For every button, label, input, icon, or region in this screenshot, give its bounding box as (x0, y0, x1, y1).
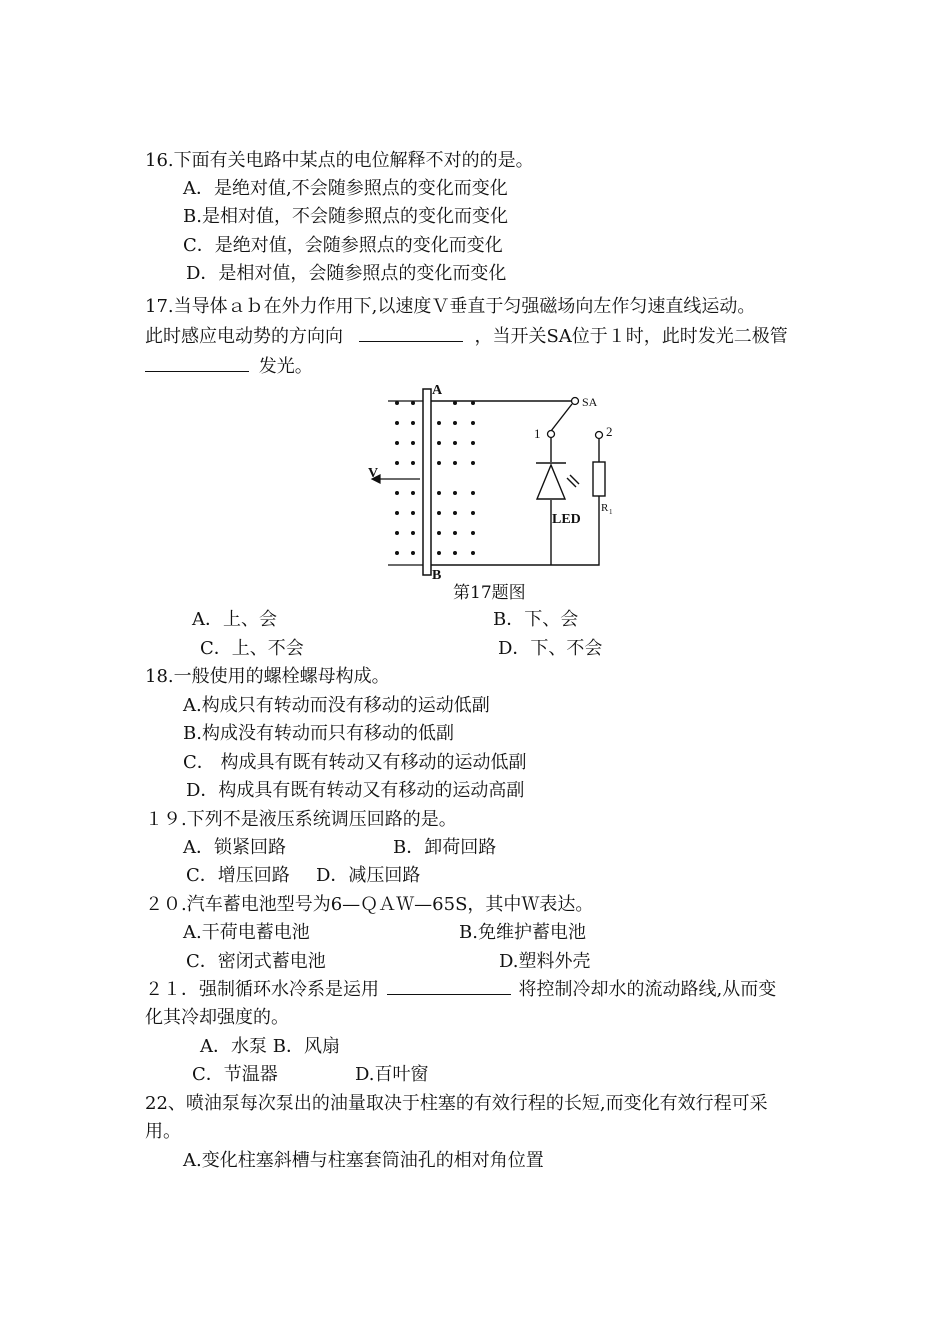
q19-option-c: C．增压回路 (186, 865, 290, 886)
q17-answer-blank-2 (145, 355, 249, 372)
q17-stem-part-c: 发光。 (258, 356, 313, 377)
q21-stem-line2: 化其冷却强度的。 (145, 1007, 289, 1028)
q20-option-c: C．密闭式蓄电池 (186, 951, 326, 972)
led-symbol (536, 463, 579, 499)
q17-answer-blank-1 (359, 325, 463, 342)
q21-option-d: D.百叶窗 (355, 1064, 429, 1085)
q22-option-a: A.变化柱塞斜槽与柱塞套筒油孔的相对角位置 (183, 1150, 544, 1171)
velocity-arrow (372, 475, 420, 483)
q22-stem-line1: 22、喷油泵每次泵出的油量取决于柱塞的有效行程的长短,而变化有效行程可采 (145, 1093, 768, 1114)
q20-stem: ２０.汽车蓄电池型号为6—ＱＡＷ—65S，其中Ｗ表达。 (145, 894, 594, 915)
q17-stem-part-a: 此时感应电动势的方向向 (145, 326, 343, 347)
q17-option-c: C．上、不会 (200, 638, 304, 659)
q17-stem-line2 (145, 325, 788, 349)
label-r: R (601, 502, 609, 514)
q19-option-a: A．锁紧回路 (183, 837, 286, 858)
q16-option-d: D．是相对值，会随参照点的变化而变化 (186, 263, 507, 284)
q19-option-d: D．减压回路 (316, 865, 421, 886)
q20-option-b: B.免维护蓄电池 (459, 922, 586, 943)
q18-option-d: D．构成具有既有转动又有移动的运动高副 (186, 780, 525, 801)
q18-option-b: B.构成没有转动而只有移动的低副 (183, 723, 454, 744)
label-r-subscript: 1 (609, 508, 613, 516)
label-b: B (432, 568, 442, 583)
q21-option-c: C．节温器 (192, 1064, 278, 1085)
q18-option-a: A.构成只有转动而没有移动的运动低副 (183, 695, 490, 716)
q17-stem-line3 (145, 355, 313, 379)
q17-option-d: D．下、不会 (498, 638, 603, 659)
q22-stem-line2: 用。 (145, 1121, 181, 1142)
q16-option-a: A．是绝对值,不会随参照点的变化而变化 (183, 178, 508, 199)
q17-option-b: B．下、会 (493, 609, 579, 630)
q17-figure-caption: 第17题图 (453, 583, 526, 603)
q19-option-b: B．卸荷回路 (393, 837, 497, 858)
q21-option-b-text: B．风扇 (272, 1036, 340, 1057)
circuit-wires (431, 401, 599, 565)
q19-stem: １９.下列不是液压系统调压回路的是。 (145, 809, 457, 830)
q18-option-c: C． 构成具有既有转动又有移动的运动低副 (183, 752, 527, 773)
q17-option-a: A．上、会 (192, 609, 277, 630)
q21-stem-part-b: 将控制冷却水的流动路线,从而变 (518, 979, 777, 1000)
q20-option-a: A.干荷电蓄电池 (183, 922, 310, 943)
rail-lines (388, 401, 424, 565)
q17-circuit-diagram (366, 383, 616, 583)
q21-stem-part-a: ２１．强制循环水冷系是运用 (145, 979, 379, 1000)
label-contact-2: 2 (606, 424, 613, 439)
q16-stem: 16.下面有关电路中某点的电位解释不对的的是。 (145, 150, 534, 171)
q16-option-c: C．是绝对值，会随参照点的变化而变化 (183, 235, 503, 256)
resistor-r1 (593, 462, 605, 496)
q21-option-a-text: A．水泵 (200, 1036, 267, 1057)
q18-stem: 18.一般使用的螺栓螺母构成。 (145, 666, 390, 687)
label-contact-1: 1 (534, 426, 541, 441)
q21-option-a (200, 1035, 340, 1059)
q20-option-d: D.塑料外壳 (499, 951, 591, 972)
q21-stem-line1 (145, 978, 776, 1002)
q16-option-b: B.是相对值，不会随参照点的变化而变化 (183, 206, 508, 227)
label-sa: SA (582, 395, 598, 409)
label-a: A (432, 383, 443, 398)
q17-stem-part-b: ，当开关SA位于１时，此时发光二极管 (474, 326, 788, 347)
magnetic-field-dots (395, 401, 475, 555)
q21-answer-blank (387, 978, 511, 995)
conductor-rod (423, 389, 431, 575)
q17-stem-line1: 17.当导体ａｂ在外力作用下,以速度Ｖ垂直于匀强磁场向左作匀速直线运动。 (145, 296, 756, 317)
label-led: LED (552, 512, 581, 527)
label-velocity: V (368, 466, 379, 481)
